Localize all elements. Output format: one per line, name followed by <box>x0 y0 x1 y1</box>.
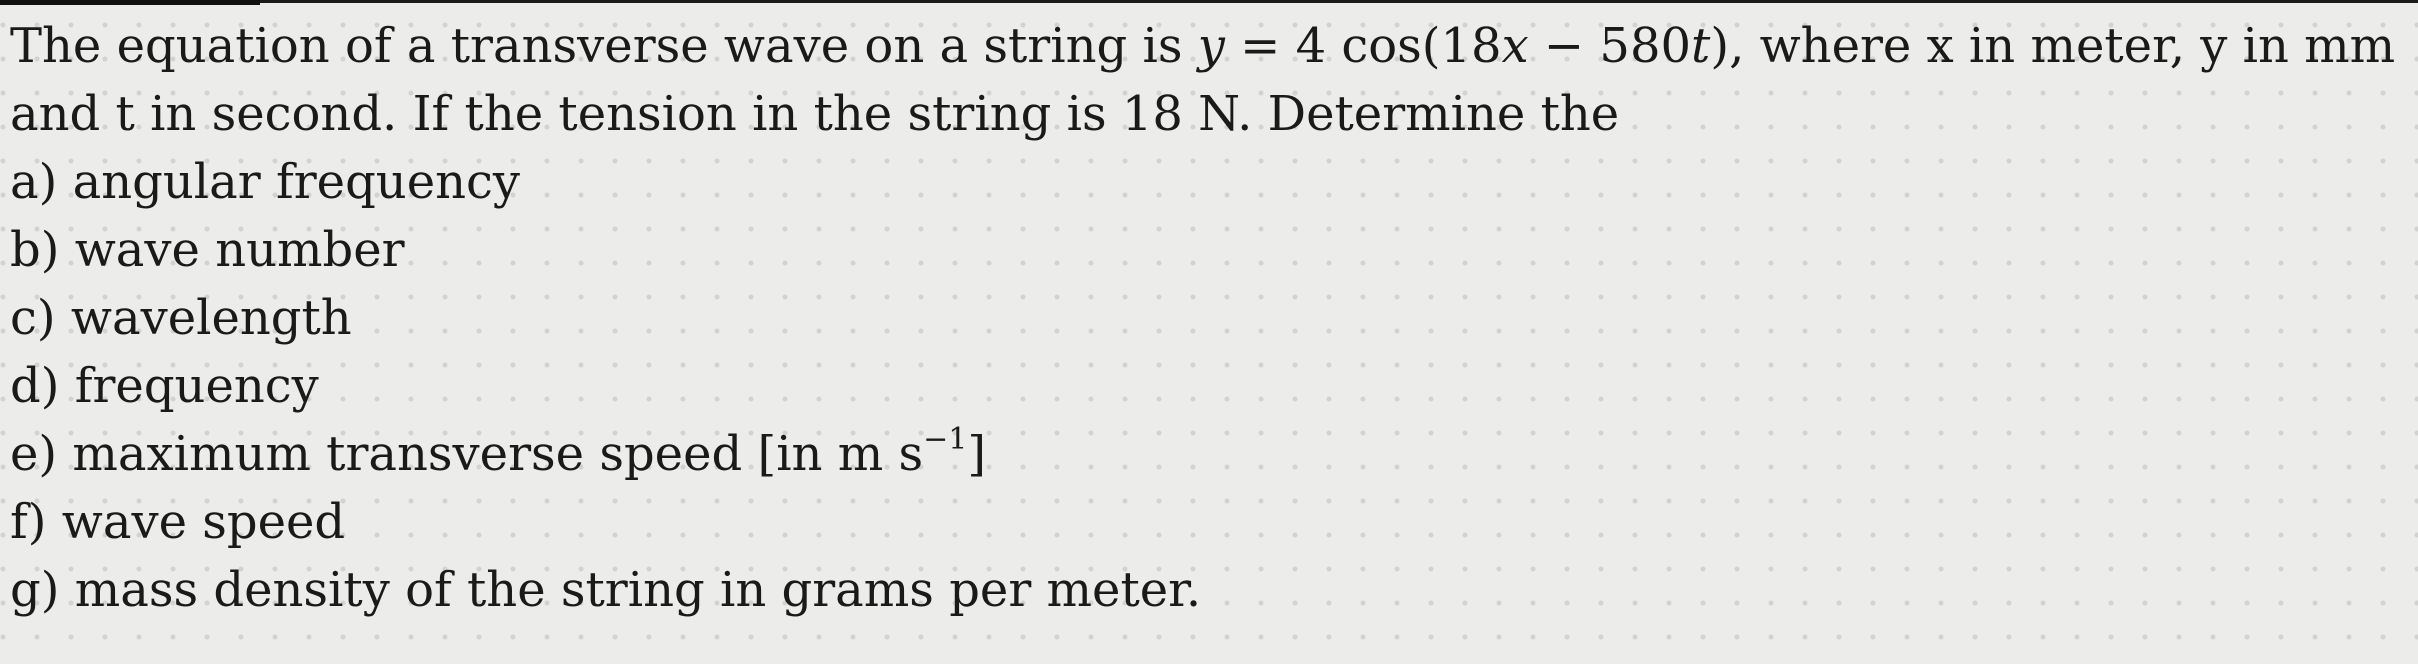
item-e-text: e) maximum transverse speed [in m s <box>10 426 924 482</box>
equation-part-1: = 4 cos(18 <box>1224 18 1502 74</box>
wave-equation <box>1198 18 1729 74</box>
item-a: a) angular frequency <box>10 154 521 210</box>
top-border-line <box>0 0 2418 3</box>
item-c: c) wavelength <box>10 290 352 346</box>
top-border-accent <box>0 0 260 5</box>
item-e <box>10 420 2410 488</box>
intro-text-before-equation: The equation of a transverse wave on a string is <box>10 18 1198 74</box>
intro-text-after-equation: , where x in meter, y in mm <box>1729 18 2396 74</box>
item-e-superscript: −1 <box>923 422 968 457</box>
item-g: g) mass density of the string in grams per meter. <box>10 562 1202 618</box>
equation-x: x <box>1501 18 1529 74</box>
equation-close: ) <box>1710 18 1730 74</box>
equation-y: y <box>1197 18 1225 74</box>
item-b: b) wave number <box>10 222 405 278</box>
item-f: f) wave speed <box>10 494 346 550</box>
item-d: d) frequency <box>10 358 319 414</box>
problem-statement <box>10 12 2410 624</box>
equation-part-2: − 580 <box>1528 18 1692 74</box>
intro-line-1 <box>10 12 2410 80</box>
item-e-closing: ] <box>967 426 987 482</box>
intro-line-2: and t in second. If the tension in the string is 18 N. Determine the <box>10 86 1620 142</box>
equation-t: t <box>1691 18 1711 74</box>
